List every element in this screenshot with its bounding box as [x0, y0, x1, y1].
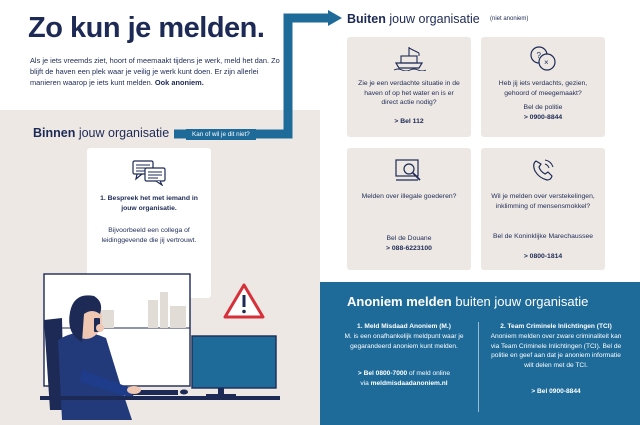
speech-bubbles-icon — [132, 160, 166, 186]
outside-card-marechaussee — [481, 148, 605, 270]
outside-card-question: Wil je melden over verstekelingen, inklimming of mensensmokkel? — [491, 193, 595, 210]
cannot-tag: Kan of wil je dit niet? — [186, 129, 256, 140]
anonymous-col-tci — [486, 322, 626, 397]
outside-card-contact[interactable]: > 0800-1814 — [523, 253, 563, 260]
outside-section-title: Buiten jouw organisatie — [347, 12, 480, 26]
svg-text:×: × — [544, 58, 549, 67]
outside-card-contact[interactable]: > 0900-8844 — [523, 114, 563, 121]
column-divider — [478, 322, 479, 412]
outside-note: (niet anoniem) — [490, 16, 529, 22]
svg-text:?: ? — [536, 51, 541, 60]
anonymous-section-title: Anoniem melden buiten jouw organisatie — [347, 294, 589, 309]
inside-card-heading: 1. Bespreek het met iemand in jouw organisatie. — [100, 195, 198, 212]
anonymous-col-mma — [338, 322, 470, 389]
outside-card-contact[interactable]: > 088-6223100 — [386, 245, 432, 252]
outside-card-112 — [347, 37, 471, 137]
phone-icon — [529, 156, 557, 184]
warning-icon — [222, 282, 266, 320]
anonymous-col-text: M. is een onafhankelijk meldpunt waar je gegarandeerd anoniem kunt melden. — [344, 332, 464, 350]
anonymous-col-contact[interactable]: > Bel 0800-7000 of meld online — [357, 370, 451, 378]
outside-card-question: Melden over illegale goederen? — [361, 193, 457, 200]
outside-card-question: Zie je een verdachte situatie in de haven of op het water en is er direct actie nodig? — [358, 80, 460, 107]
anonymous-col-text: Anoniem melden over zware criminaliteit kan via Team Criminele Inlichtingen (TCI). Bel de politie en geef aan dat je anoniem informatie wilt delen met de TCI. — [490, 332, 622, 370]
outside-card-police — [481, 37, 605, 137]
page-title: Zo kun je melden. — [28, 12, 265, 44]
scan-magnifier-icon — [394, 156, 424, 184]
outside-card-customs — [347, 148, 471, 270]
inside-card-text: Bijvoorbeeld een collega of leidinggevende die jij vertrouwt. — [101, 227, 197, 244]
ship-icon — [392, 45, 426, 71]
speech-bubbles-icon — [528, 45, 558, 73]
anonymous-col-contact[interactable]: > Bel 0900-8844 — [531, 387, 581, 395]
anonymous-col-heading: 1. Meld Misdaad Anoniem (M.) — [357, 323, 451, 330]
anonymous-col-website[interactable]: via meldmisdaadanoniem.nl — [360, 380, 448, 388]
intro-text: Als je iets vreemds ziet, hoort of meemaakt tijdens je werk, meld het dan. Zo blijft de haven een plek waar je veilig je werk kunt doen. Er zijn allerlei manieren waarop je iets kunt melden. Ook anoniem. — [30, 56, 280, 87]
inside-section-title: Binnen jouw organisatie — [33, 126, 170, 140]
outside-card-agency: Bel de Koninklijke Marechaussee — [492, 233, 594, 240]
outside-card-agency: Bel de Douane — [386, 235, 432, 242]
outside-card-question: Heb jij iets verdachts, gezien, gehoord of meegemaakt? — [498, 80, 588, 97]
outside-card-agency: Bel de politie — [523, 104, 563, 111]
outside-card-contact[interactable]: > Bel 112 — [394, 118, 424, 125]
anonymous-col-heading: 2. Team Criminele Inlichtingen (TCI) — [500, 323, 612, 330]
